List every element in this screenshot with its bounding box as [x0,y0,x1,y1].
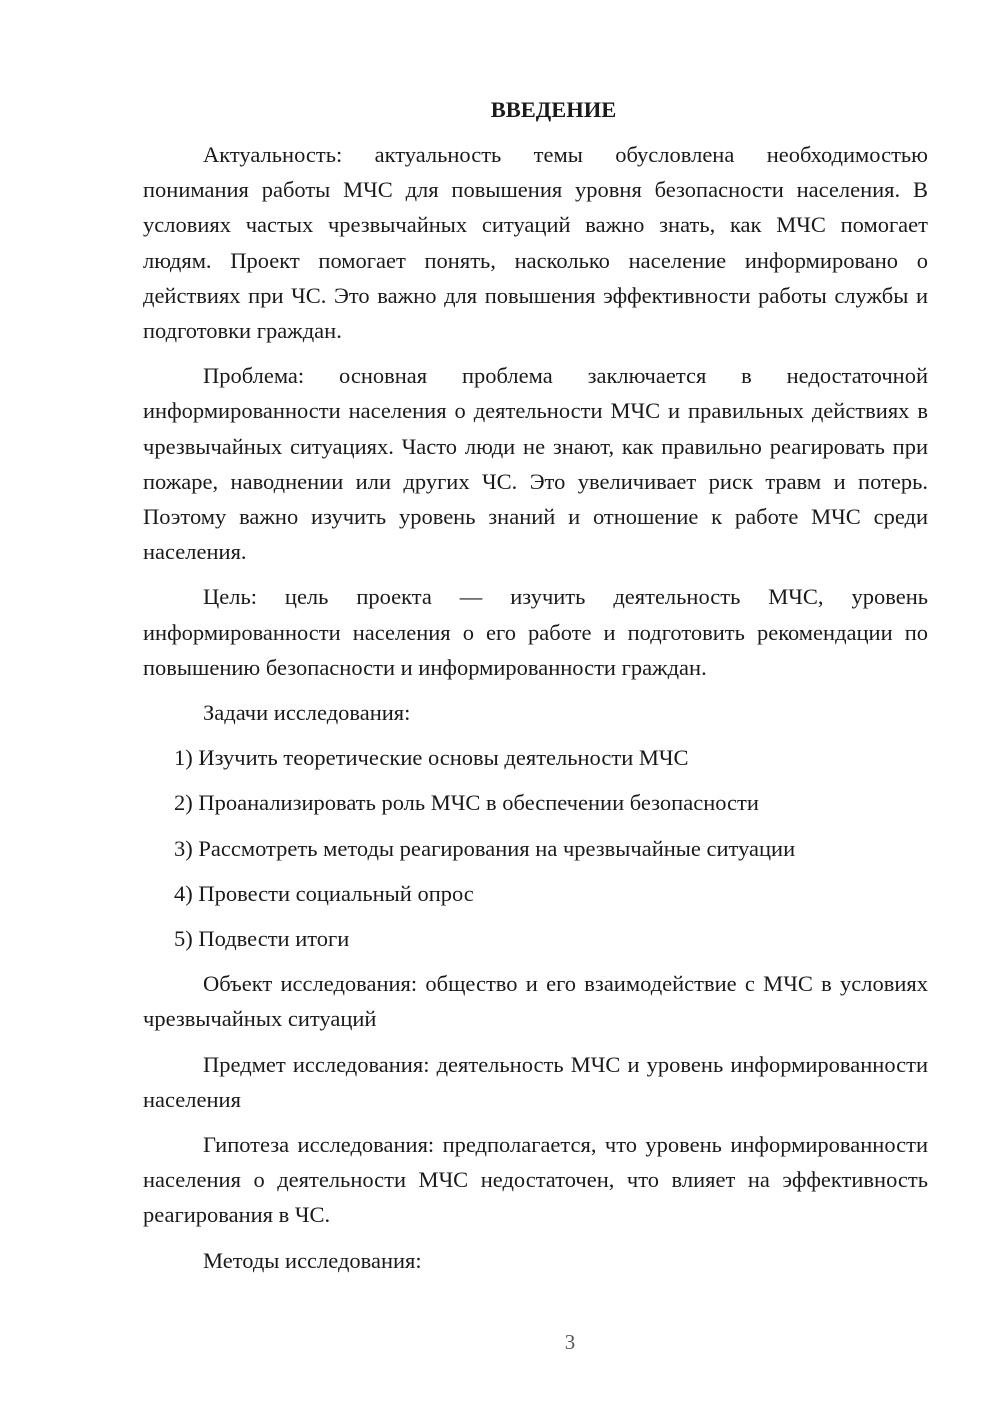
list-item: 5) Подвести итоги [174,926,350,952]
paragraph-subject: Предмет исследования: деятельность МЧС и уровень информированности населения [143,1051,928,1112]
paragraph-goal: Цель: цель проекта — изучить деятельность МЧС, уровень информированности населения о его работе и подготовить рекомендации по повышению безопасности и информированности граждан. [143,584,928,680]
list-item: 3) Рассмотреть методы реагирования на чрезвычайные ситуации [174,835,796,861]
page-title: ВВЕДЕНИЕ [490,97,617,122]
paragraph-object: Объект исследования: общество и его взаимодействие с МЧС в условиях чрезвычайных ситуаций [143,971,928,1032]
document-page [143,92,928,1288]
list-item: 4) Провести социальный опрос [174,880,474,906]
methods-heading: Методы исследования: [203,1247,422,1273]
paragraph-relevance: Актуальность: актуальность темы обусловлена необходимостью понимания работы МЧС для повышения уровня безопасности населения. В условиях частых чрезвычайных ситуаций важно знать, как МЧС помогает людям. Проект помогает понять, насколько население информировано о действиях при ЧС. Это важно для повышения эффективности работы службы и подготовки граждан. [143,142,928,344]
task-list [143,740,928,956]
page-number: 3 [564,1330,576,1354]
paragraph-problem: Проблема: основная проблема заключается в недостаточной информированности населения о деятельности МЧС и правильных действиях в чрезвычайных ситуациях. Часто люди не знают, как правильно реагировать при пожаре, наводнении или других ЧС. Это увеличивает риск травм и потерь. Поэтому важно изучить уровень знаний и отношение к работе МЧС среди населения. [143,363,928,565]
list-item: 2) Проанализировать роль МЧС в обеспечении безопасности [174,790,759,816]
list-item: 1) Изучить теоретические основы деятельности МЧС [174,745,689,771]
tasks-heading: Задачи исследования: [203,700,411,726]
paragraph-hypothesis: Гипотеза исследования: предполагается, что уровень информированности населения о деятельности МЧС недостаточен, что влияет на эффективность реагирования в ЧС. [143,1132,928,1228]
